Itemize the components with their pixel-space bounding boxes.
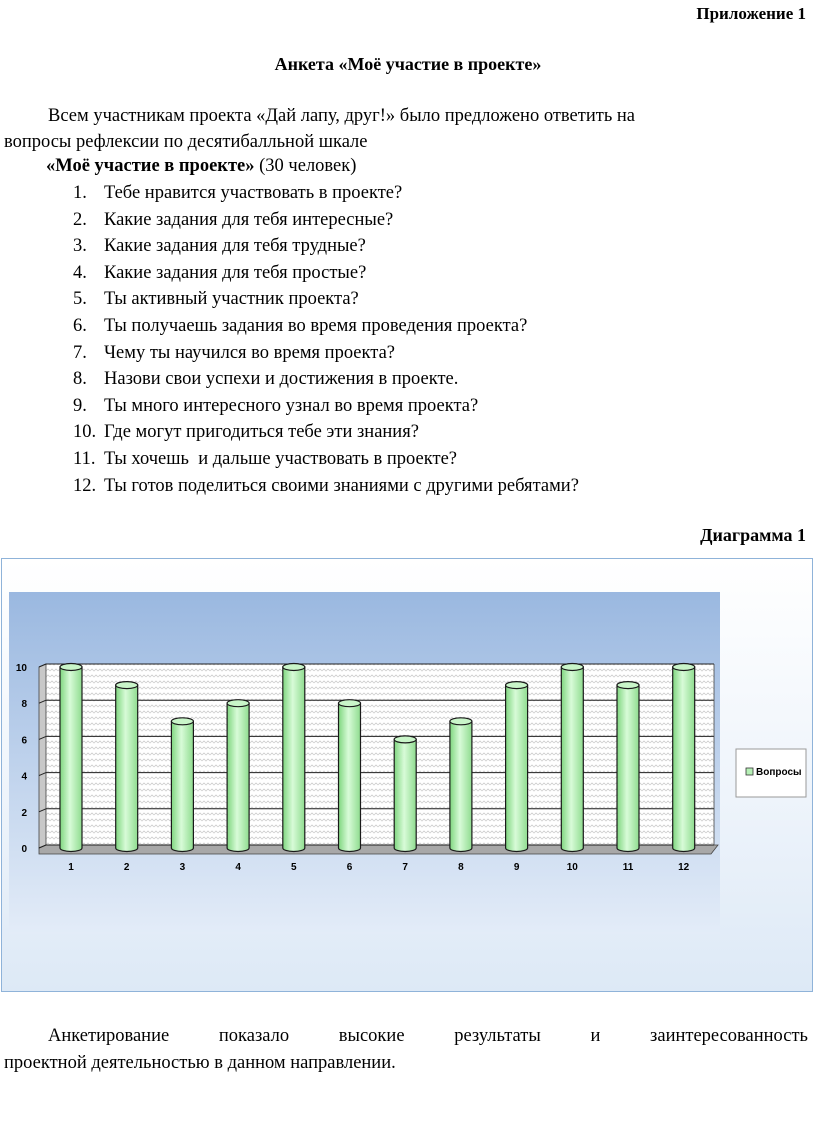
question-number: 7. <box>73 342 87 363</box>
intro-paragraph <box>4 103 808 155</box>
question-text: Ты хочешь и дальше участвовать в проекте? <box>104 448 457 469</box>
question-number: 11. <box>73 448 96 469</box>
bar <box>116 685 138 851</box>
bar-top <box>339 700 361 707</box>
chart-frame <box>1 558 813 992</box>
survey-name: «Моё участие в проекте» <box>46 156 255 176</box>
conclusion-paragraph <box>4 1023 808 1077</box>
diagram-title: Диаграмма 1 <box>700 525 806 545</box>
question-number: 5. <box>73 289 87 310</box>
question-number: 3. <box>73 236 87 257</box>
question-number: 10. <box>73 422 97 443</box>
question-text: Ты готов поделиться своими знаниями с другими ребятами? <box>104 475 579 496</box>
bar <box>673 667 695 852</box>
question-text: Ты много интересного узнал во время проекта? <box>104 395 479 416</box>
x-tick-label: 5 <box>291 862 297 873</box>
bar <box>450 721 472 851</box>
question-number: 8. <box>73 369 87 390</box>
question-number: 9. <box>73 395 87 416</box>
question-number: 12. <box>73 475 97 496</box>
x-tick-label: 4 <box>235 862 241 873</box>
chart-legend <box>736 749 806 797</box>
bar <box>617 685 639 851</box>
bar-chart <box>2 559 814 993</box>
y-tick-label: 10 <box>15 663 27 674</box>
bar <box>60 667 82 852</box>
question-text: Ты активный участник проекта? <box>104 289 359 310</box>
bar <box>227 703 249 851</box>
legend-swatch <box>746 768 753 775</box>
question-text: Какие задания для тебя трудные? <box>104 236 366 257</box>
bar <box>171 721 193 851</box>
y-tick-label: 0 <box>21 844 27 855</box>
bar-top <box>617 682 639 689</box>
bar-top <box>394 736 416 743</box>
question-text: Тебе нравится участвовать в проекте? <box>104 183 403 203</box>
bar <box>394 739 416 851</box>
bar-top <box>60 664 82 671</box>
appendix-label: Приложение 1 <box>696 4 806 23</box>
chart-side-wall <box>39 664 46 848</box>
x-tick-label: 11 <box>622 862 634 873</box>
intro-line-1: Всем участникам проекта «Дай лапу, друг!» было предложено ответить на <box>48 106 636 126</box>
bar-top <box>561 664 583 671</box>
bar <box>283 667 305 852</box>
bar-top <box>116 682 138 689</box>
question-number: 4. <box>73 262 87 283</box>
bar <box>339 703 361 851</box>
survey-name-line <box>46 156 356 177</box>
bar-top <box>450 718 472 725</box>
x-tick-label: 6 <box>346 862 353 873</box>
x-tick-label: 3 <box>179 862 186 873</box>
y-tick-label: 4 <box>21 771 27 783</box>
chart-floor <box>39 845 718 854</box>
x-tick-label: 1 <box>68 862 74 873</box>
question-number: 2. <box>73 209 87 230</box>
y-tick-label: 8 <box>21 699 27 711</box>
chart-back-wall <box>39 664 714 848</box>
conclusion-line-2: проектной деятельностью в данном направлении. <box>4 1053 396 1073</box>
question-text: Чему ты научился во время проекта? <box>104 342 395 363</box>
x-tick-label: 10 <box>566 862 578 873</box>
conclusion-line-1: Анкетирование показало высокие результаты и заинтересованность <box>48 1026 808 1046</box>
document-title: Анкета «Моё участие в проекте» <box>274 54 542 74</box>
question-text: Назови свои успехи и достижения в проекте. <box>104 369 459 390</box>
y-tick-label: 6 <box>21 735 27 747</box>
survey-count: (30 человек) <box>254 156 357 176</box>
intro-line-2: вопросы рефлексии по десятибалльной шкале <box>4 132 368 152</box>
y-tick-label: 2 <box>21 807 27 819</box>
bar <box>506 685 528 851</box>
x-tick-label: 9 <box>513 862 520 873</box>
question-text: Ты получаешь задания во время проведения проекта? <box>104 315 528 336</box>
x-tick-label: 8 <box>458 862 464 873</box>
x-tick-label: 7 <box>402 862 408 873</box>
bar-top <box>171 718 193 725</box>
question-number: 1. <box>73 183 87 203</box>
x-tick-label: 2 <box>123 862 130 873</box>
question-text: Где могут пригодиться тебе эти знания? <box>104 422 419 443</box>
question-text: Какие задания для тебя простые? <box>104 262 367 283</box>
question-number: 6. <box>73 315 87 336</box>
x-tick-label: 12 <box>678 862 690 873</box>
legend-label: Вопросы <box>756 767 802 778</box>
bar-top <box>673 664 695 671</box>
bar-top <box>283 664 305 671</box>
bar-top <box>506 682 528 689</box>
question-text: Какие задания для тебя интересные? <box>104 209 394 230</box>
bar <box>561 667 583 852</box>
bar-top <box>227 700 249 707</box>
